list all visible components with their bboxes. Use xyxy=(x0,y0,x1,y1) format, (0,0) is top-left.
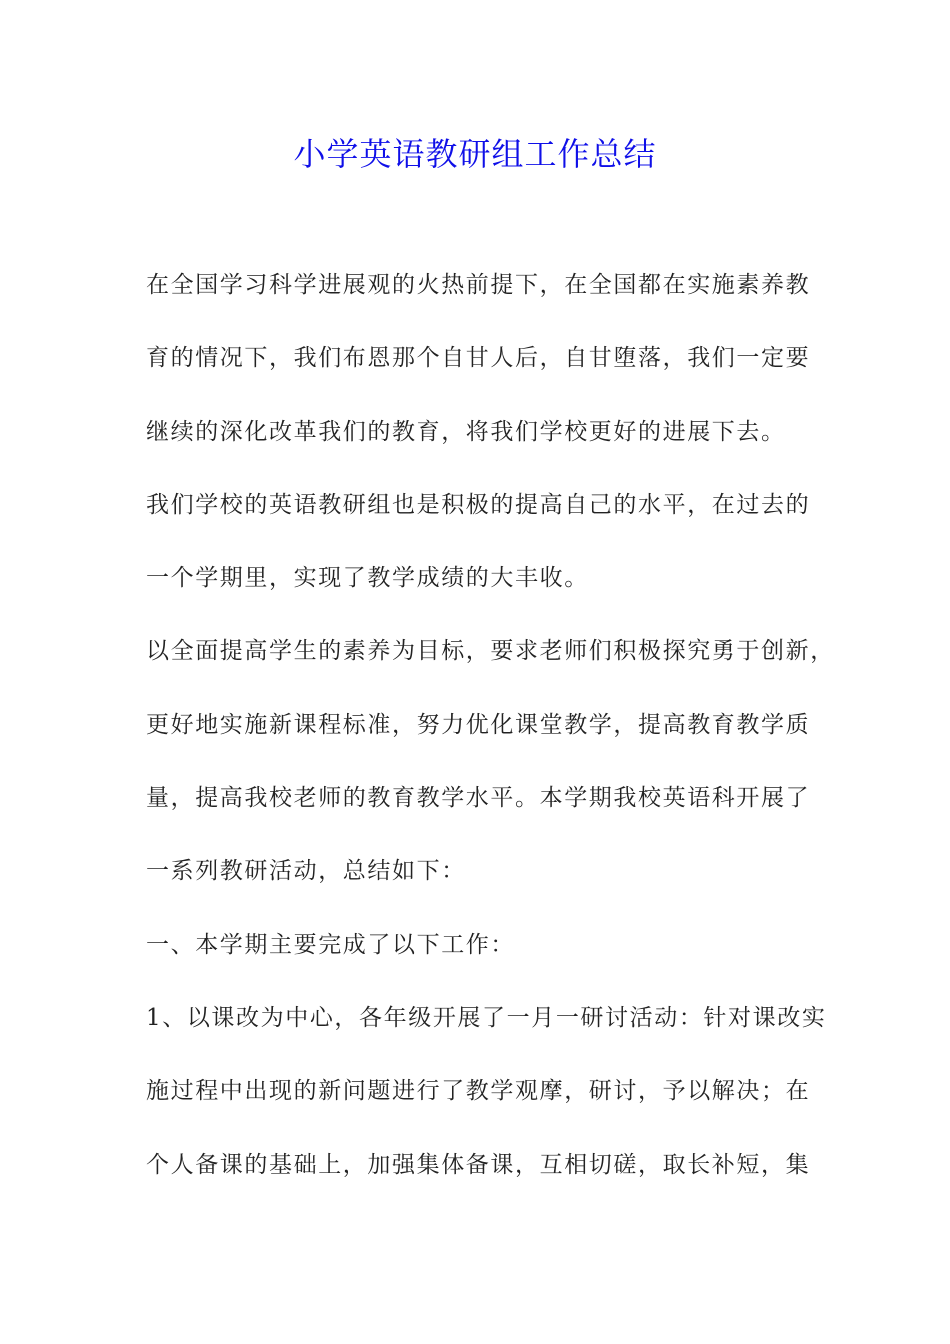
body-line: 施过程中出现的新问题进行了教学观摩，研讨，予以解决；在 xyxy=(146,1078,811,1105)
body-line: 继续的深化改革我们的教育，将我们学校更好的进展下去。 xyxy=(146,418,786,445)
body-line: 在全国学习科学进展观的火热前提下，在全国都在实施素养教 xyxy=(146,272,811,298)
body-line: 以全面提高学生的素养为目标，要求老师们积极探究勇于创新， xyxy=(146,638,835,665)
body-line: 一个学期里，实现了教学成绩的大丰收。 xyxy=(146,565,589,592)
body-line: 个人备课的基础上，加强集体备课，互相切磋，取长补短，集 xyxy=(146,1151,811,1178)
document-title: 小学英语教研组工作总结 xyxy=(293,135,657,173)
body-line: 量，提高我校老师的教育教学水平。本学期我校英语科开展了 xyxy=(146,785,811,812)
body-line: 一、本学期主要完成了以下工作： xyxy=(146,931,515,958)
body-line: 育的情况下，我们布恩那个自甘人后，自甘堕落，我们一定要 xyxy=(146,345,811,372)
body-line: 1、以课改为中心，各年级开展了一月一研讨活动：针对课改实 xyxy=(146,1004,827,1031)
body-line: 一系列教研活动，总结如下： xyxy=(146,858,466,885)
body-line: 更好地实施新课程标准，努力优化课堂教学，提高教育教学质 xyxy=(146,711,811,738)
document-body xyxy=(146,263,835,1216)
body-line: 我们学校的英语教研组也是积极的提高自己的水平，在过去的 xyxy=(146,491,811,518)
